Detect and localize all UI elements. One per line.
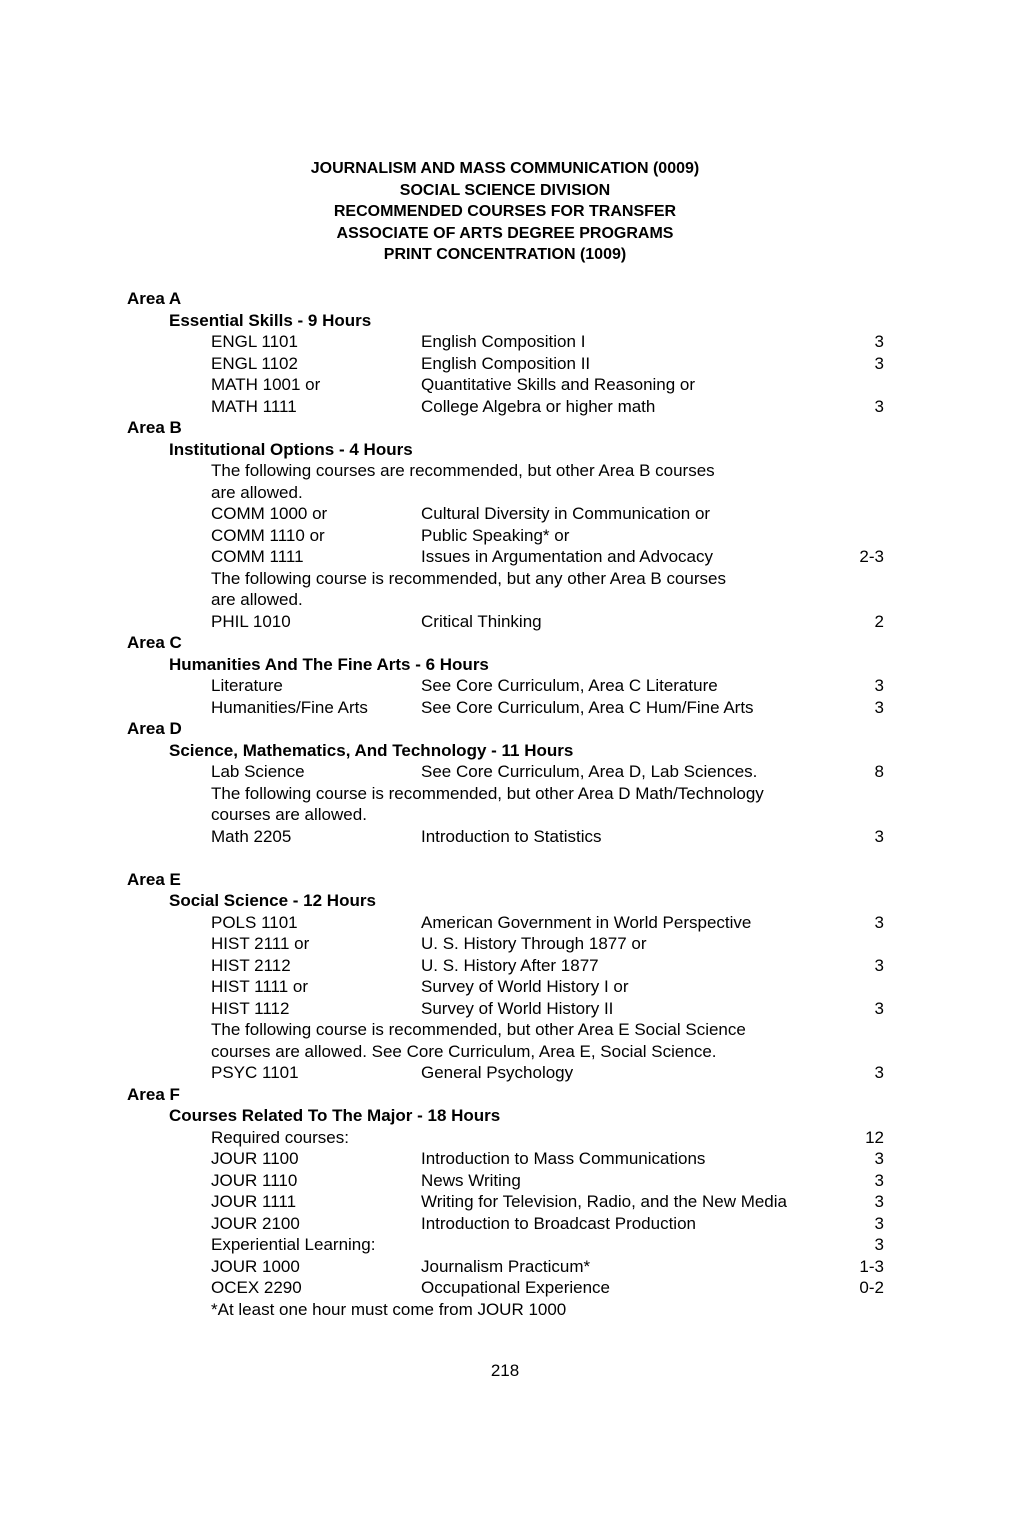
course-name: News Writing	[421, 1170, 521, 1190]
course-code: JOUR 1111	[211, 1192, 297, 1211]
area-title: Area F	[127, 1084, 180, 1104]
area-title: Area D	[127, 719, 182, 738]
course-code: COMM 1111	[211, 547, 304, 566]
course-hours: 3	[874, 676, 884, 695]
course-code: ENGL 1102	[211, 353, 298, 373]
note-text: The following course is recommended, but any other Area B courses	[211, 568, 726, 588]
course-hours: 3	[874, 1149, 884, 1168]
note-text: The following course is recommended, but other Area D Math/Technology	[211, 783, 764, 803]
course-row	[0, 675, 1010, 697]
course-code: Literature	[211, 676, 283, 695]
course-name: General Psychology	[421, 1063, 574, 1082]
course-hours: 3	[874, 912, 884, 932]
area-title: Area B	[127, 418, 182, 437]
course-name: Issues in Argumentation and Advocacy	[421, 547, 714, 566]
course-name: English Composition I	[421, 332, 586, 351]
course-name: English Composition II	[421, 353, 591, 373]
area-subtitle: Essential Skills - 9 Hours	[169, 310, 372, 330]
header-line-program: JOURNALISM AND MASS COMMUNICATION (0009)	[310, 160, 700, 177]
course-name: Survey of World History I or	[421, 977, 629, 996]
area-subtitle: Humanities And The Fine Arts - 6 Hours	[169, 654, 489, 674]
course-row	[0, 1213, 1010, 1235]
course-row	[0, 396, 1010, 418]
area-subtitle: Courses Related To The Major - 18 Hours	[169, 1106, 501, 1125]
course-name: College Algebra or higher math	[421, 396, 656, 416]
note-text: The following course is recommended, but other Area E Social Science	[211, 1020, 746, 1039]
course-code: HIST 2112	[211, 955, 291, 975]
course-code: MATH 1001 or	[211, 375, 321, 394]
course-hours: 3	[874, 396, 884, 416]
course-code: COMM 1000 or	[211, 504, 328, 523]
course-name: U. S. History Through 1877 or	[421, 934, 647, 953]
course-hours: 0-2	[859, 1278, 884, 1297]
course-code: HIST 2111 or	[211, 934, 310, 953]
header-line-degree: ASSOCIATE OF ARTS DEGREE PROGRAMS	[336, 224, 674, 242]
course-name: Critical Thinking	[421, 611, 542, 631]
course-row	[0, 955, 1010, 977]
course-name: U. S. History After 1877	[421, 955, 599, 975]
course-code: Experiential Learning:	[211, 1235, 376, 1254]
course-hours: 3	[874, 1063, 884, 1082]
header-line-division: SOCIAL SCIENCE DIVISION	[399, 181, 611, 199]
note-text: courses are allowed. See Core Curriculum, Area E, Social Science.	[211, 1041, 717, 1061]
course-name: See Core Curriculum, Area C Literature	[421, 676, 718, 695]
course-name: Cultural Diversity in Communication or	[421, 504, 711, 523]
area-title: Area A	[127, 289, 182, 308]
course-row	[0, 1062, 1010, 1084]
course-row	[0, 1127, 1010, 1149]
course-code: JOUR 1110	[211, 1170, 298, 1190]
course-list	[0, 288, 1010, 1320]
course-row	[0, 998, 1010, 1020]
course-hours: 12	[865, 1127, 884, 1147]
course-code: Lab Science	[211, 762, 305, 781]
course-code: Humanities/Fine Arts	[211, 697, 368, 717]
page-number: 218	[490, 1361, 520, 1380]
document-header	[0, 158, 1010, 266]
course-hours: 3	[874, 353, 884, 373]
course-code: COMM 1110 or	[211, 525, 325, 545]
area-subtitle: Institutional Options - 4 Hours	[169, 439, 413, 459]
header-line-concentration: PRINT CONCENTRATION (1009)	[383, 246, 627, 263]
course-hours: 1-3	[859, 1256, 884, 1276]
course-row	[0, 1170, 1010, 1192]
course-name: Introduction to Mass Communications	[421, 1149, 706, 1168]
note-text: are allowed.	[211, 590, 303, 609]
course-row	[0, 503, 1010, 525]
course-code: ENGL 1101	[211, 332, 298, 351]
course-row	[0, 912, 1010, 934]
course-hours: 2	[874, 611, 884, 631]
note-text: *At least one hour must come from JOUR 1000	[211, 1299, 567, 1319]
course-code: MATH 1111	[211, 396, 297, 416]
course-name: Introduction to Statistics	[421, 826, 602, 846]
course-code: JOUR 2100	[211, 1213, 300, 1233]
note-text: are allowed.	[211, 482, 303, 502]
course-name: Occupational Experience	[421, 1278, 611, 1297]
course-row	[0, 611, 1010, 633]
course-code: POLS 1101	[211, 912, 298, 932]
course-code: HIST 1112	[211, 998, 290, 1018]
course-hours: 3	[874, 955, 884, 975]
course-row	[0, 933, 1010, 955]
course-row	[0, 761, 1010, 783]
area-title: Area E	[127, 869, 181, 889]
course-row	[0, 697, 1010, 719]
course-row	[0, 976, 1010, 998]
course-row	[0, 525, 1010, 547]
area-subtitle: Social Science - 12 Hours	[169, 891, 376, 910]
course-code: OCEX 2290	[211, 1278, 302, 1297]
course-code: Required courses:	[211, 1127, 349, 1147]
course-row	[0, 353, 1010, 375]
course-hours: 3	[874, 697, 884, 717]
course-name: Introduction to Broadcast Production	[421, 1213, 696, 1233]
course-row	[0, 374, 1010, 396]
course-row	[0, 1256, 1010, 1278]
course-row	[0, 331, 1010, 353]
course-hours: 3	[874, 332, 884, 351]
course-code: PSYC 1101	[211, 1063, 299, 1082]
note-text: The following courses are recommended, but other Area B courses	[211, 461, 715, 480]
course-code: Math 2205	[211, 826, 292, 846]
course-code: JOUR 1000	[211, 1256, 300, 1276]
course-hours: 3	[874, 1192, 884, 1211]
note-text: courses are allowed.	[211, 805, 367, 824]
course-row	[0, 1277, 1010, 1299]
course-name: Journalism Practicum*	[421, 1256, 591, 1276]
course-hours: 3	[874, 998, 884, 1018]
course-hours: 3	[874, 1213, 884, 1233]
area-title: Area C	[127, 633, 182, 652]
course-hours: 3	[874, 826, 884, 846]
course-name: Quantitative Skills and Reasoning or	[421, 375, 696, 394]
course-name: Writing for Television, Radio, and the New Media	[421, 1192, 787, 1211]
course-name: American Government in World Perspective	[421, 912, 752, 932]
course-name: See Core Curriculum, Area C Hum/Fine Arts	[421, 697, 754, 717]
course-row	[0, 1148, 1010, 1170]
course-row	[0, 1191, 1010, 1213]
course-code: PHIL 1010	[211, 611, 291, 631]
course-row	[0, 546, 1010, 568]
course-hours: 3	[874, 1170, 884, 1190]
area-subtitle: Science, Mathematics, And Technology - 11 Hours	[169, 740, 574, 760]
header-line-recommended: RECOMMENDED COURSES FOR TRANSFER	[333, 203, 677, 220]
course-row	[0, 826, 1010, 848]
course-code: JOUR 1100	[211, 1149, 299, 1168]
course-row	[0, 1234, 1010, 1256]
course-name: Survey of World History II	[421, 998, 614, 1018]
course-hours: 2-3	[859, 547, 884, 566]
course-name: See Core Curriculum, Area D, Lab Sciences.	[421, 762, 758, 781]
course-hours: 3	[874, 1235, 884, 1254]
course-name: Public Speaking* or	[421, 525, 570, 545]
course-hours: 8	[874, 762, 884, 781]
spacer	[0, 847, 1010, 869]
course-code: HIST 1111 or	[211, 977, 309, 996]
